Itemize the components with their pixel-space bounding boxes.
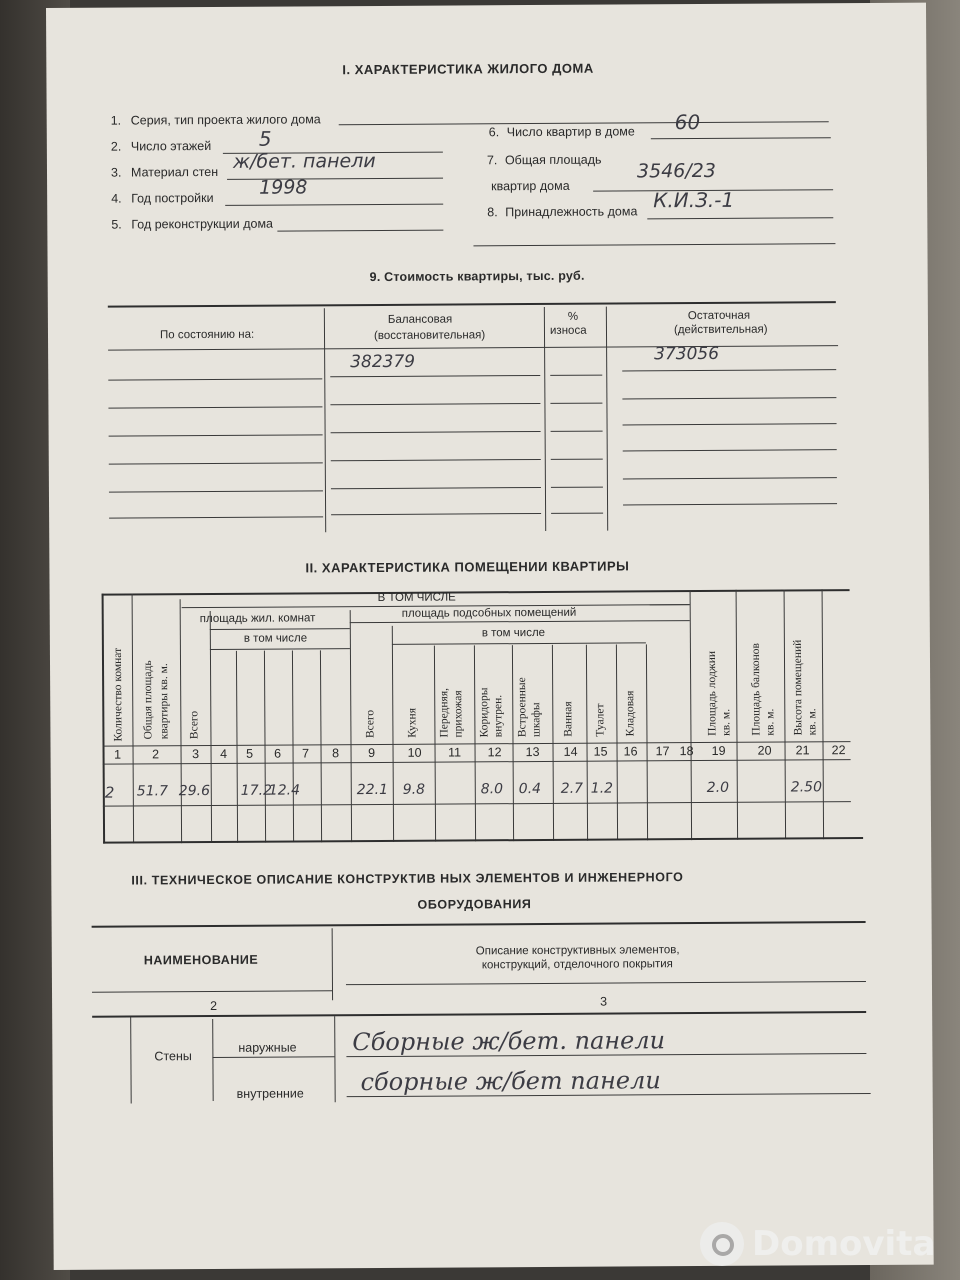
colnum-17: 17	[655, 744, 670, 759]
tech-col-desc2: конструкций, отделочного покрытия	[481, 958, 673, 972]
col-height-b: кв. м.	[806, 708, 819, 736]
watermark	[700, 1222, 935, 1266]
cost-col-residual-sub: (действительная)	[673, 323, 768, 337]
colnum-14: 14	[563, 744, 578, 759]
item2-num: 2.	[110, 139, 122, 154]
item5-num: 5.	[111, 217, 122, 232]
val-rooms: 2	[104, 783, 115, 802]
inner-walls-value: сборные ж/бет панели	[360, 1066, 661, 1097]
wall-material-value: ж/бет. панели	[232, 149, 376, 173]
section3-title-2: ОБОРУДОВАНИЯ	[417, 897, 532, 912]
item7-label: Общая площадь	[504, 152, 602, 168]
cost-vline3	[606, 307, 608, 531]
col-hall-b: прихожая	[452, 690, 465, 738]
val-kitchen: 9.8	[402, 781, 426, 798]
cost-col-wear-pct: %	[567, 310, 579, 323]
cost-col-balance: Балансовая	[387, 313, 453, 326]
val-room2: 12.4	[268, 782, 301, 799]
col-balcony-a: Площадь балконов	[749, 643, 763, 736]
colnum-16: 16	[623, 744, 638, 759]
val-loggia: 2.0	[706, 779, 730, 796]
col-corridor-a: Коридоры	[478, 687, 491, 738]
col-height-a: Высота помещений	[791, 639, 805, 736]
val-corridor: 8.0	[480, 781, 504, 798]
val-aux-area: 22.1	[356, 781, 389, 799]
col-corridor-b: внутрен.	[492, 694, 505, 738]
tech-sub-inner: внутренние	[236, 1086, 304, 1101]
item6-num: 6.	[488, 125, 500, 140]
item8-label: Принадлежность дома	[505, 204, 638, 220]
cost-table-top	[108, 301, 836, 307]
cost-vline1	[324, 308, 326, 532]
val-closet: 0.4	[518, 780, 542, 798]
tech-col-name: НАИМЕНОВАНИЕ	[143, 952, 259, 968]
cost-vline2	[544, 307, 546, 531]
tech-col-desc1: Описание конструктивных элементов,	[475, 944, 680, 958]
col-aux-total: Всего	[364, 709, 377, 739]
item1-label: Серия, тип проекта жилого дома	[130, 112, 321, 128]
item4-line	[225, 204, 443, 206]
tech-col-num2: 2	[210, 998, 218, 1014]
group-aux: площадь подсобных помещений	[401, 606, 577, 620]
outer-walls-value: Сборные ж/бет. панели	[352, 1026, 666, 1057]
col-kitchen: Кухня	[406, 707, 419, 738]
rooms-table-top	[102, 589, 850, 596]
section2-title: II. ХАРАКТЕРИСТИКА ПОМЕЩЕНИИ КВАРТИРЫ	[305, 558, 630, 576]
total-area-value: 3546/23	[636, 159, 717, 183]
colnum-19: 19	[711, 743, 726, 758]
val-total-area: 51.7	[136, 783, 169, 800]
section3-title: III. ТЕХНИЧЕСКОЕ ОПИСАНИЕ КОНСТРУКТИВ НЫХ ЭЛЕМЕНТОВ И ИНЖЕНЕРНОГО	[131, 870, 684, 888]
colnum-21: 21	[795, 743, 810, 758]
item7-num: 7.	[486, 153, 498, 168]
section1-title: I. ХАРАКТЕРИСТИКА ЖИЛОГО ДОМА	[342, 60, 594, 78]
section9-title: 9. Стоимость квартиры, тыс. руб.	[369, 268, 585, 285]
item4-num: 4.	[111, 191, 122, 206]
item8-num: 8.	[487, 205, 498, 220]
residual-value: 373056	[654, 343, 720, 365]
item3-num: 3.	[110, 165, 122, 180]
colnum-15: 15	[593, 744, 608, 759]
balance-value: 382379	[350, 351, 416, 373]
colnum-13: 13	[525, 744, 540, 760]
colnum-5: 5	[246, 746, 254, 761]
tech-table-top	[92, 921, 866, 928]
col-total-area-a: Общая площадь	[141, 660, 155, 740]
colnum-3: 3	[192, 747, 200, 762]
colnum-9: 9	[368, 746, 376, 761]
domovita-logo-icon	[700, 1222, 744, 1266]
colnum-6: 6	[274, 746, 282, 761]
col-closet-a: Встроенные	[516, 677, 529, 738]
col-bath: Ванная	[562, 701, 575, 737]
cost-col-date: По состоянию на:	[159, 328, 255, 342]
group-in-total: В ТОМ ЧИСЛЕ	[377, 591, 456, 604]
colnum-18: 18	[679, 744, 694, 759]
item6-label: Число квартир в доме	[506, 124, 635, 140]
col-loggia-a: Площадь лоджии	[705, 650, 719, 736]
tech-row-walls: Стены	[154, 1049, 192, 1064]
col-balcony-b: кв. м.	[764, 708, 777, 736]
watermark-text: Domovita	[752, 1224, 936, 1264]
floors-value: 5	[258, 126, 272, 151]
cost-col-balance-sub: (восстановительная)	[373, 329, 486, 343]
col-closet-b: шкафы	[530, 702, 543, 738]
colnum-4: 4	[220, 746, 228, 761]
val-height: 2.50	[790, 779, 822, 796]
colnum-7: 7	[302, 746, 310, 761]
colnum-12: 12	[487, 745, 502, 760]
cost-col-wear: износа	[549, 324, 587, 337]
col-living-total: Всего	[188, 710, 201, 740]
col-rooms-count: Количество комнат	[111, 647, 125, 742]
val-room1: 17.2	[240, 782, 273, 799]
item5-label: Год реконструкции дома	[131, 216, 274, 232]
colnum-2: 2	[152, 747, 160, 762]
item6-line	[651, 137, 831, 139]
item2-label: Число этажей	[130, 138, 212, 154]
item8-line	[647, 217, 833, 219]
col-storage: Кладовая	[624, 690, 637, 737]
document-page	[46, 3, 934, 1270]
ownership-value: К.И.З.-1	[653, 187, 735, 213]
col-loggia-b: кв. м.	[720, 708, 733, 736]
val-living-area: 29.6	[178, 783, 211, 800]
col-toilet: Туалет	[594, 703, 607, 737]
col-hall-a: Передняя,	[438, 687, 451, 738]
item3-label: Материал стен	[130, 164, 219, 180]
group-living: площадь жил. комнат	[199, 612, 316, 626]
group-living-sub: в том числе	[243, 632, 308, 645]
item7-label2: квартир дома	[491, 178, 570, 194]
cost-header-bottom	[108, 345, 838, 350]
colnum-22: 22	[831, 743, 846, 758]
colnum-1: 1	[114, 747, 122, 762]
item1-num: 1.	[110, 113, 122, 128]
cost-col-residual: Остаточная	[687, 309, 751, 323]
col-total-area-b: квартиры кв. м.	[158, 663, 171, 740]
apartments-count-value: 60	[674, 110, 701, 135]
item4-label: Год постройки	[131, 190, 214, 206]
colnum-10: 10	[407, 745, 422, 760]
colnum-20: 20	[757, 743, 772, 758]
tech-sub-outer: наружные	[238, 1040, 297, 1055]
tech-col-num3: 3	[600, 994, 608, 1009]
build-year-value: 1998	[259, 176, 308, 199]
colnum-8: 8	[332, 746, 340, 761]
group-aux-sub: в том числе	[481, 626, 546, 640]
val-bath: 2.7	[560, 780, 584, 797]
item8-line2	[473, 243, 835, 246]
item5-line	[277, 230, 443, 232]
val-toilet: 1.2	[590, 780, 614, 797]
colnum-11: 11	[448, 745, 462, 760]
